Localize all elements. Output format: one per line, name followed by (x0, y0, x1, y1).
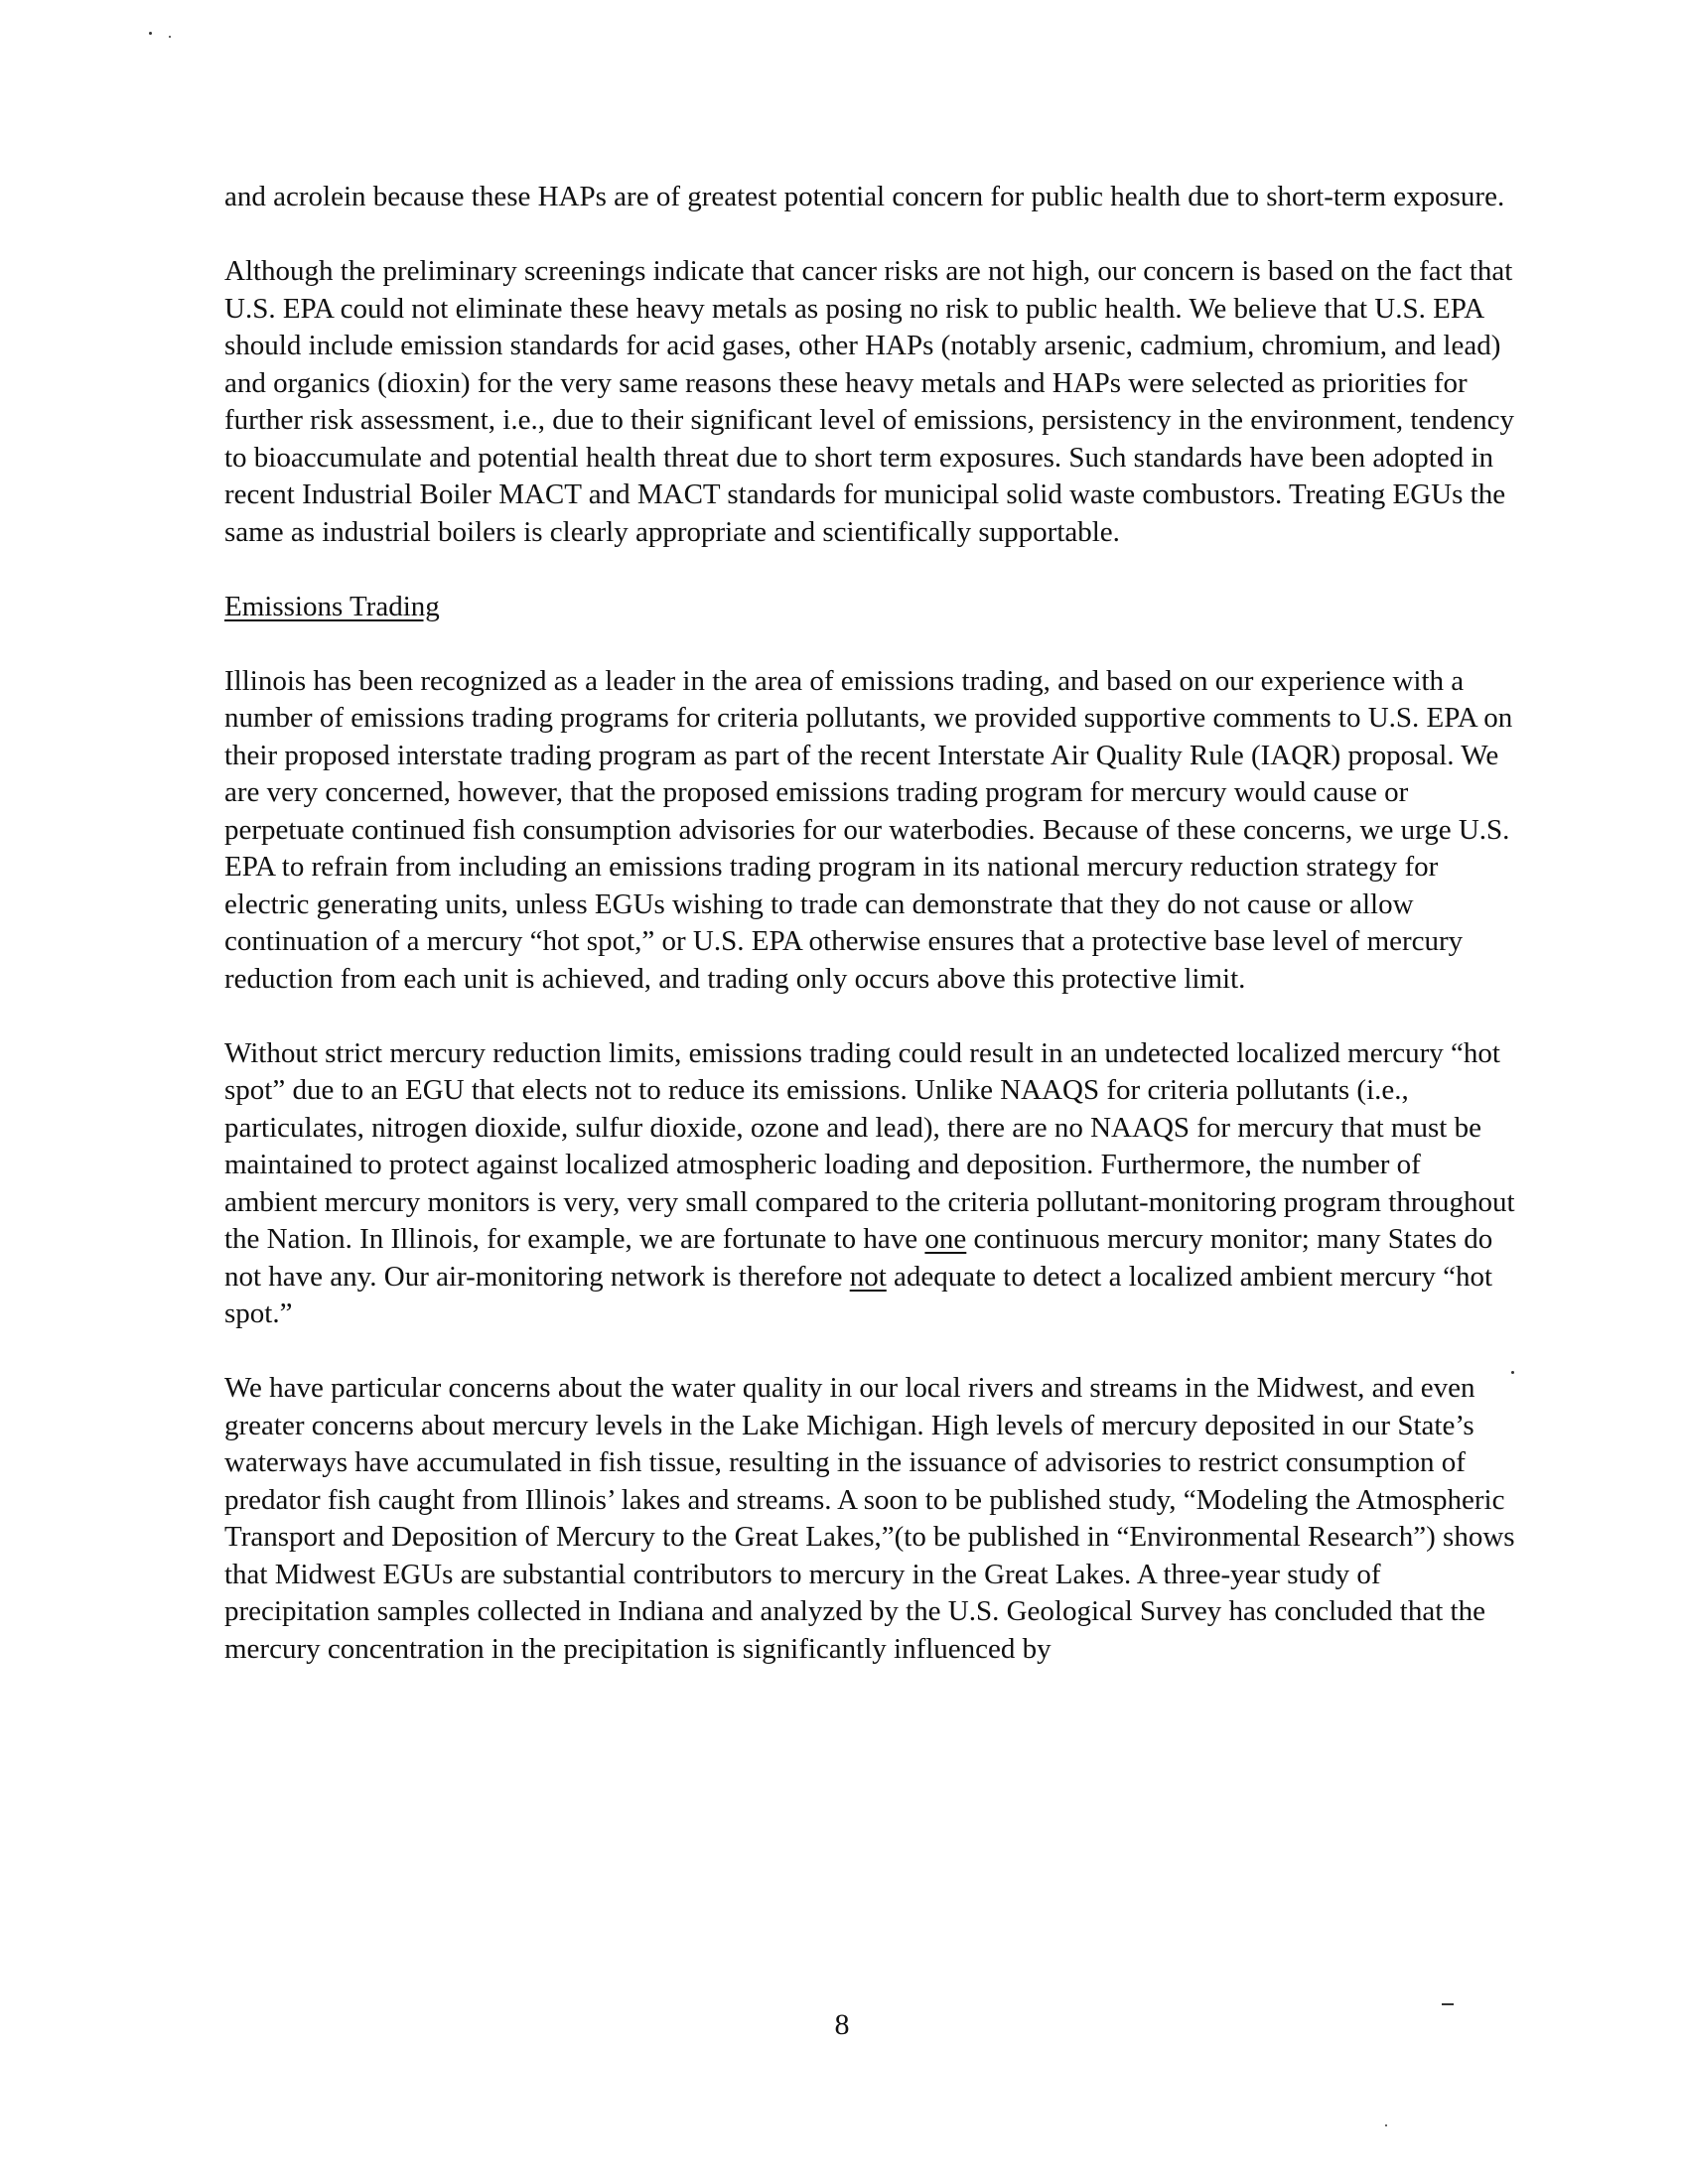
document-body (224, 179, 1515, 1706)
scan-speck (169, 36, 171, 38)
section-heading-emissions-trading: Emissions Trading (224, 590, 440, 622)
paragraph-hot-spot-text-3: adequate to detect a localized ambient mercury “hot spot.” (224, 1260, 1493, 1329)
paragraph-illinois-leader: Illinois has been recognized as a leader in the area of emissions trading, and based on our experience with a number of emissions trading programs for criteria pollutants, we provided supportive comments to U.S. EPA on their proposed interstate trading program as part of the recent Interstate Air Quality Rule (IAQR) proposal. We are very concerned, however, that the proposed emissions trading program for mercury would cause or perpetuate continued fish consumption advisories for our waterbodies. Because of these concerns, we urge U.S. EPA to refrain from including an emissions trading program in its national mercury reduction strategy for electric generating units, unless EGUs wishing to trade can demonstrate that they do not cause or allow continuation of a mercury “hot spot,” or U.S. EPA otherwise ensures that a protective base level of mercury reduction from each unit is achieved, and trading only occurs above this protective limit. (224, 664, 1513, 995)
paragraph-water-quality: We have particular concerns about the water quality in our local rivers and streams in the Midwest, and even greater concerns about mercury levels in the Lake Michigan. High levels of mercury deposited in our State’s waterways have accumulated in fish tissue, resulting in the issuance of advisories to restrict consumption of predator fish caught from Illinois’ lakes and streams. A soon to be published study, “Modeling the Atmospheric Transport and Deposition of Mercury to the Great Lakes,”(to be published in “Environmental Research”) shows that Midwest EGUs are substantial contributors to mercury in the Great Lakes. A three-year study of precipitation samples collected in Indiana and analyzed by the U.S. Geological Survey has concluded that the mercury concentration in the precipitation is significantly influenced by (224, 1372, 1515, 1665)
emphasis-one: one (924, 1223, 967, 1255)
paragraph-acrolein: and acrolein because these HAPs are of greatest potential concern for public health due to short-term exposure. (224, 181, 1505, 212)
scan-speck (1442, 2003, 1454, 2005)
paragraph-hot-spot-text-2: continuous mercury monitor; many States do not have any. Our air-monitoring network is therefore (224, 1223, 1493, 1293)
scan-speck (1385, 2124, 1387, 2126)
scan-speck (149, 32, 152, 35)
paragraph-cancer-risks: Although the preliminary screenings indicate that cancer risks are not high, our concern is based on the fact that U.S. EPA could not eliminate these heavy metals as posing no risk to public health. We believe that U.S. EPA should include emission standards for acid gases, other HAPs (notably arsenic, cadmium, chromium, and lead) and organics (dioxin) for the very same reasons these heavy metals and HAPs were selected as priorities for further risk assessment, i.e., due to their significant level of emissions, persistency in the environment, tendency to bioaccumulate and potential health threat due to short term exposures. Such standards have been adopted in recent Industrial Boiler MACT and MACT standards for municipal solid waste combustors. Treating EGUs the same as industrial boilers is clearly appropriate and scientifically supportable. (224, 255, 1515, 548)
paragraph-hot-spot (224, 1035, 1515, 1333)
paragraph-hot-spot-text-1: Without strict mercury reduction limits, emissions trading could result in an undetected localized mercury “hot spot” due to an EGU that elects not to reduce its emissions. Unlike NAAQS for criteria pollutants (i.e., particulates, nitrogen dioxide, sulfur dioxide, ozone and lead), there are no NAAQS for mercury that must be maintained to protect against localized atmospheric loading and deposition. Furthermore, the number of ambient mercury monitors is very, very small compared to the criteria pollutant-monitoring program throughout the Nation. In Illinois, for example, we are fortunate to have (224, 1036, 1515, 1255)
emphasis-not: not (849, 1260, 887, 1293)
page-number: 8 (834, 2008, 850, 2041)
